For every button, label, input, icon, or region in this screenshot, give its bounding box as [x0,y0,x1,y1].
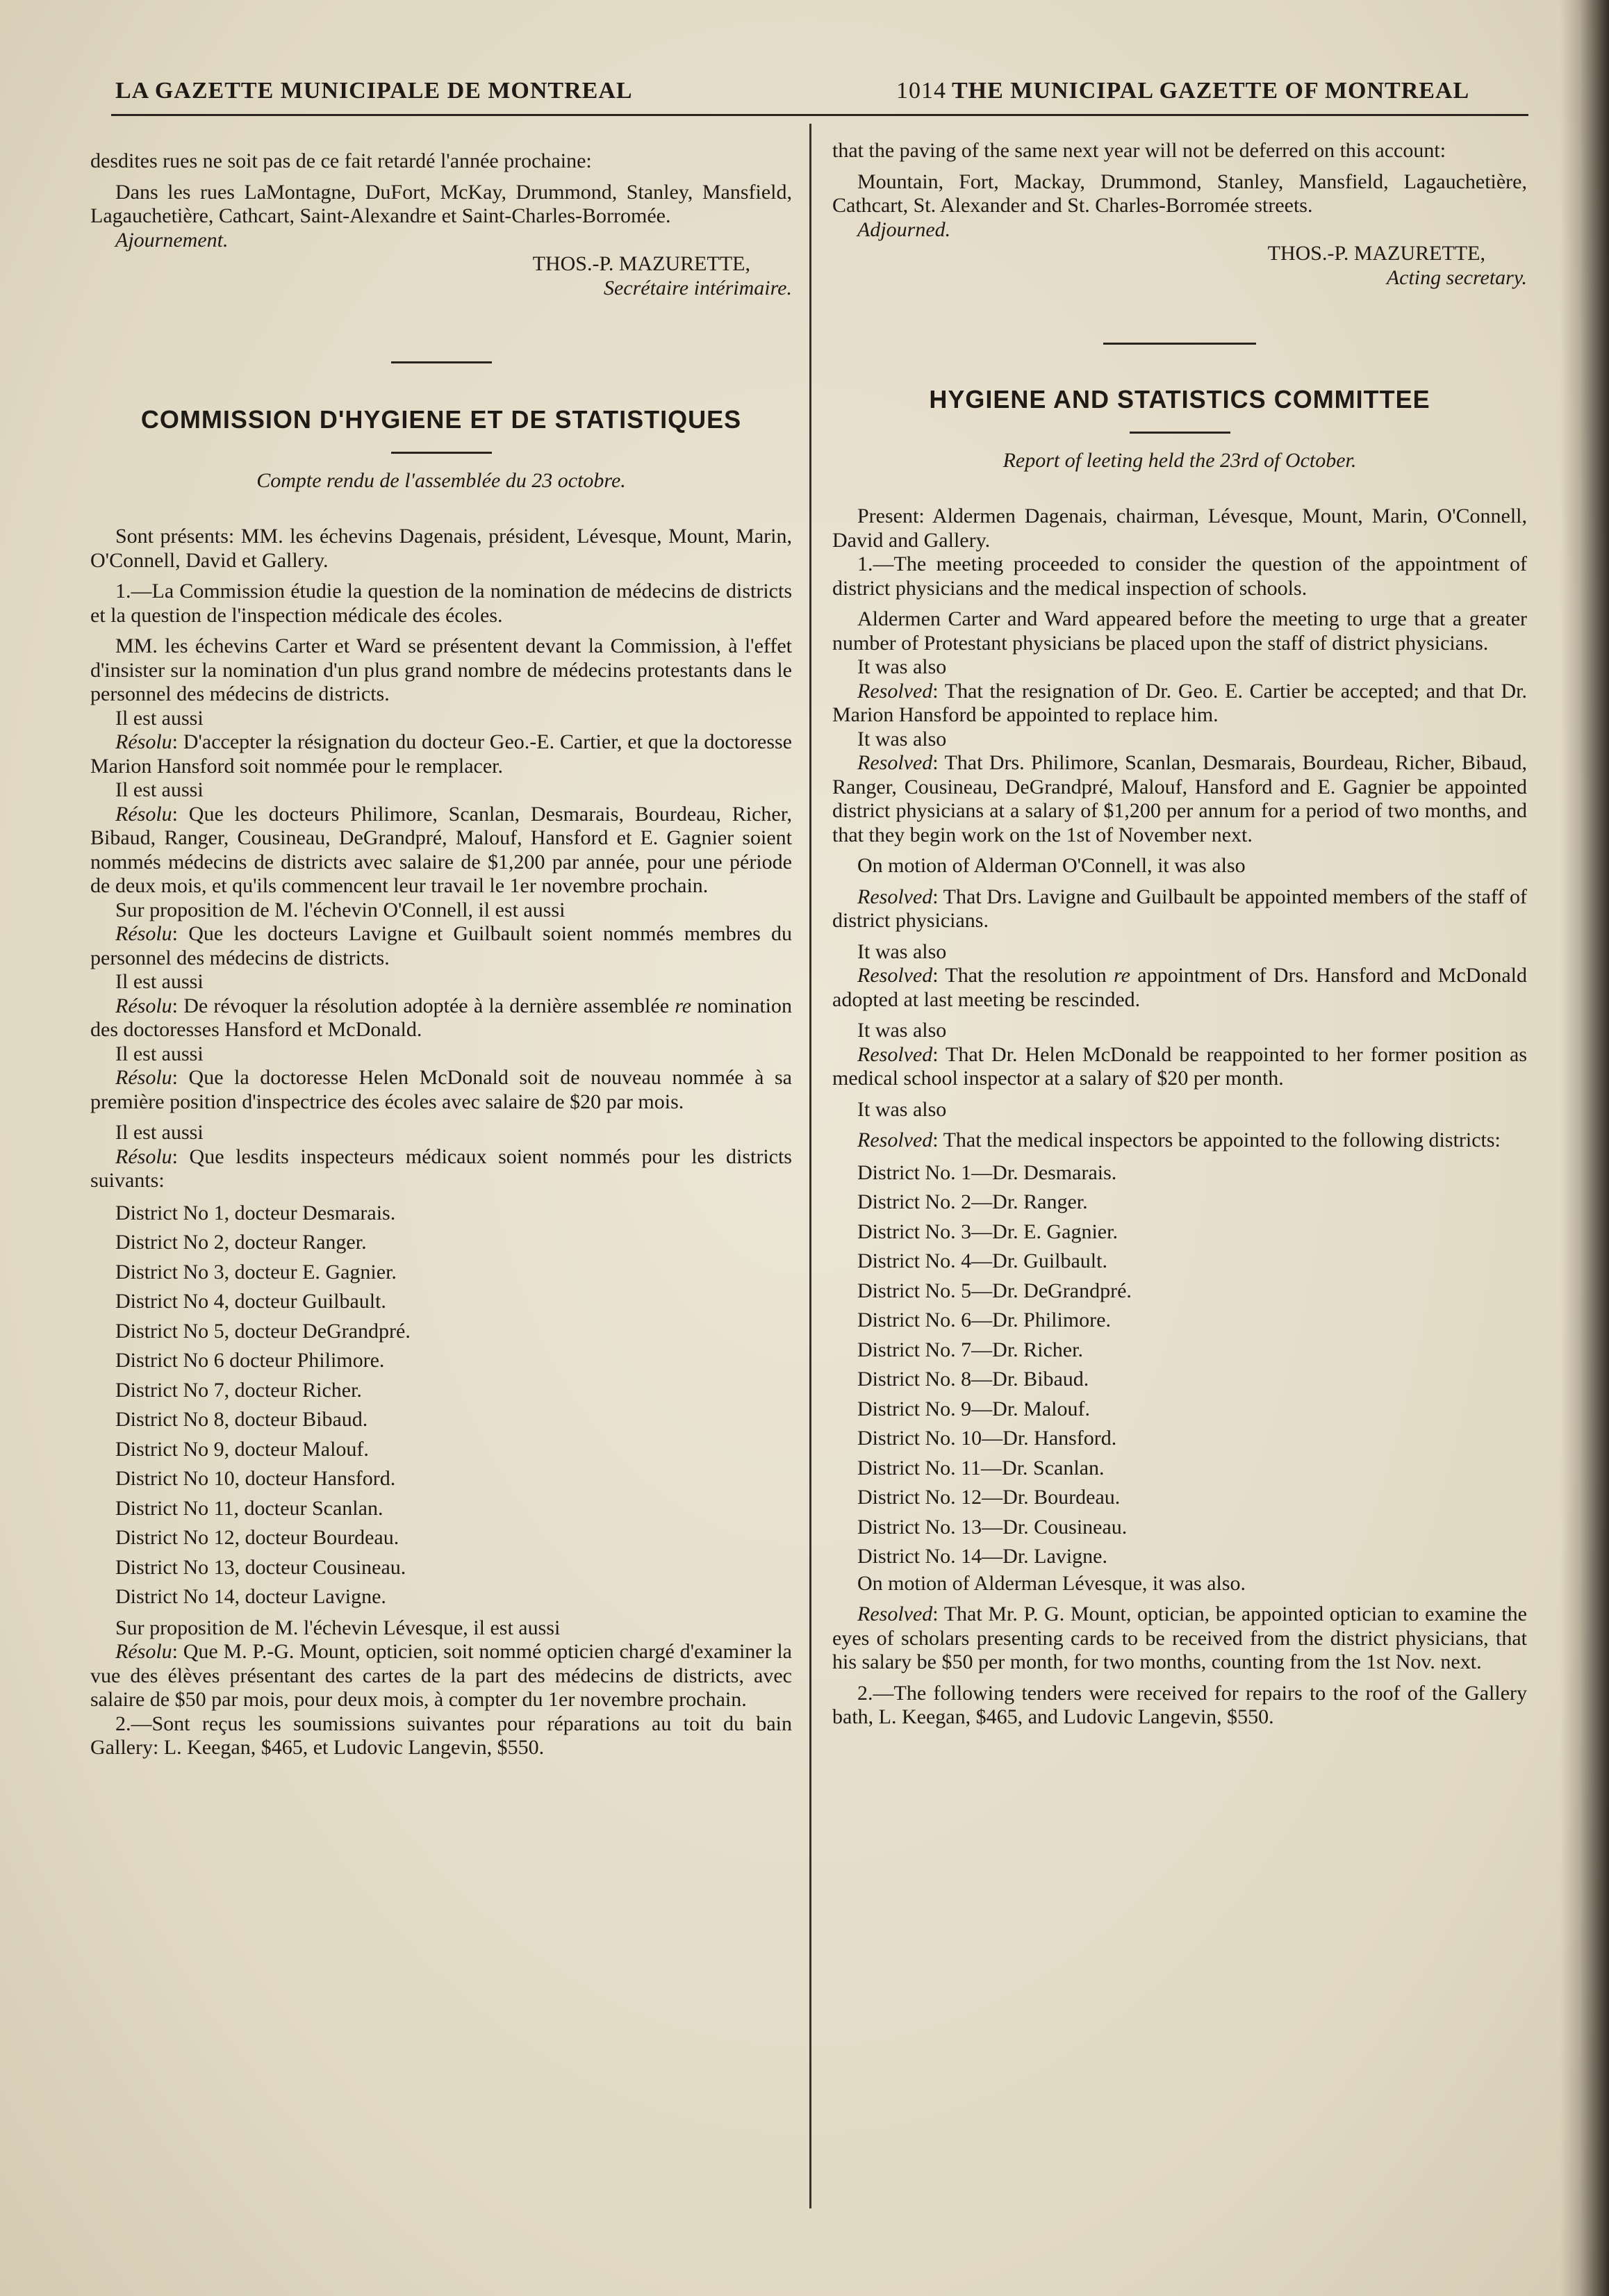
english-section-heading: HYGIENE AND STATISTICS COMMITTEE [929,385,1430,413]
district-entry: District No 11, docteur Scanlan. [115,1496,383,1520]
district-entry: District No 13, docteur Cousineau. [115,1555,406,1579]
french-il-est-aussi: Il est aussi [115,1042,204,1065]
french-il-est-aussi: Il est aussi [115,1121,204,1144]
english-adjournment: Adjourned. [857,218,951,241]
french-signature-name: THOS.-P. MAZURETTE, [532,252,750,275]
english-intro-text: that the paving of the same next year will not be deferred on this account: [832,139,1446,162]
english-meeting-subtitle: Report of leeting held the 23rd of October. [1002,448,1357,472]
french-resolution-6 [90,1145,792,1193]
french-adjournment: Ajournement. [115,228,229,252]
resolved-label: Resolved [857,964,933,987]
district-entry: District No 7, docteur Richer. [115,1378,362,1402]
french-meeting-subtitle: Compte rendu de l'assemblée du 23 octobre. [256,468,626,492]
english-resolution-6 [832,1129,1527,1153]
resolution-text: appointment of Drs. Hansford and McDonald adopted at last meeting be rescinded. [832,964,1527,1011]
district-entry: District No. 6—Dr. Philimore. [857,1309,1111,1331]
district-entry: District No 5, docteur DeGrandpré. [115,1319,411,1343]
district-entry: District No. 12—Dr. Bourdeau. [857,1486,1121,1509]
resolution-text: : That Drs. Lavigne and Guilbault be appointed members of the staff of district physicians. [832,885,1527,932]
resolved-label: Resolved [857,679,933,703]
resolution-text: : Que lesdits inspecteurs médicaux soient nommés pour les districts suivants: [90,1145,792,1192]
header-english-title: THE MUNICIPAL GAZETTE OF MONTREAL [952,78,1470,104]
french-il-est-aussi: Il est aussi [115,706,204,730]
french-resolution-1 [90,730,792,778]
french-resolution-4 [90,994,792,1042]
district-entry: District No. 5—Dr. DeGrandpré. [857,1279,1132,1302]
resolved-label: Resolved [857,885,933,908]
district-entry: District No 6 docteur Philimore. [115,1349,385,1372]
english-it-was-also: It was also [857,1097,947,1121]
french-resolution-7 [90,1640,792,1712]
resolution-text: : Que les docteurs Philimore, Scanlan, Desmarais, Bourdeau, Richer, Bibaud, Ranger, Cousineau, DeGrandpré, Malouf, Hansford et E. Gagnier soient nommés médecins de districts avec salaire de $1,200 par année, pour une période de deux mois, et qu'ils commencent leur travail le 1er novembre prochain. [90,802,792,897]
district-entry: District No 12, docteur Bourdeau. [115,1526,399,1549]
resolu-label: Résolu [115,730,172,753]
district-entry: District No 9, docteur Malouf. [115,1437,369,1461]
resolution-text: : That Dr. Helen McDonald be reappointed to her former position as medical school inspector at a salary of $20 per month. [832,1042,1527,1090]
english-it-was-also: It was also [857,940,947,963]
district-entry: District No. 13—Dr. Cousineau. [857,1515,1128,1539]
district-entry: District No. 1—Dr. Desmarais. [857,1161,1117,1184]
resolution-text: : De révoquer la résolution adoptée à la dernière assemblée [172,994,675,1017]
header-rule [111,114,1528,116]
english-attendance: Present: Aldermen Dagenais, chairman, Lévesque, Mount, Marin, O'Connell, David and Gallery. [832,505,1527,552]
french-oconnell-motion: Sur proposition de M. l'échevin O'Connell, il est aussi [115,898,566,921]
district-entry: District No. 7—Dr. Richer. [857,1338,1083,1361]
english-resolution-3 [832,885,1527,933]
french-levesque-motion: Sur proposition de M. l'échevin Lévesque, il est aussi [115,1616,561,1639]
english-resolution-5 [832,1043,1527,1091]
district-entry: District No. 14—Dr. Lavigne. [857,1545,1107,1568]
english-resolution-1 [832,680,1527,728]
english-it-was-also: It was also [857,655,947,678]
district-entry: District No 10, docteur Hansford. [115,1467,396,1490]
resolution-text: : That the resignation of Dr. Geo. E. Cartier be accepted; and that Dr. Marion Hansford be appointed to replace him. [832,679,1527,726]
district-entry: District No. 11—Dr. Scanlan. [857,1456,1105,1479]
district-entry: District No. 8—Dr. Bibaud. [857,1368,1089,1391]
french-carter-ward: MM. les échevins Carter et Ward se présentent devant la Commission, à l'effet d'insister sur la nomination d'un plus grand nombre de médecins protestants dans le personnel des médecins de districts. [90,634,792,705]
district-entry: District No 1, docteur Desmarais. [115,1201,396,1224]
district-entry: District No 8, docteur Bibaud. [115,1408,368,1431]
resolu-label: Résolu [115,994,172,1017]
resolution-text: : That Mr. P. G. Mount, optician, be appointed optician to examine the eyes of scholars presenting cards to be received from the district physicians, that his salary be $50 per month, for two months, counting from the 1st Nov. next. [832,1602,1527,1673]
english-streets-list: Mountain, Fort, Mackay, Drummond, Stanley, Mansfield, Lagauchetière, Cathcart, St. Alexander and St. Charles-Borromée streets. [832,170,1527,217]
resolution-text: nomination des doctoresses Hansford et McDonald. [90,994,793,1041]
resolution-text: : That the resolution [932,964,1114,987]
resolved-label: Resolved [857,751,933,774]
english-column [832,139,1527,1730]
district-entry: District No 3, docteur E. Gagnier. [115,1260,397,1284]
english-carter-ward: Aldermen Carter and Ward appeared before the meeting to urge that a greater number of Protestant physicians be placed upon the staff of district physicians. [832,607,1527,655]
district-entry: District No 2, docteur Ranger. [115,1231,367,1254]
book-spine-shadow [1560,0,1609,2296]
english-signature-role: Acting secretary. [1386,265,1527,289]
french-attendance: Sont présents: MM. les échevins Dagenais, président, Lévesque, Mount, Marin, O'Connell, David et Gallery. [90,525,792,572]
resolu-label: Résolu [115,802,172,826]
french-il-est-aussi: Il est aussi [115,778,204,801]
resolu-label: Résolu [115,1145,172,1168]
english-resolution-4 [832,964,1527,1012]
french-signature-role: Secrétaire intérimaire. [603,276,792,300]
french-item-2: 2.—Sont reçus les soumissions suivantes pour réparations au toit du bain Gallery: L. Keegan, $465, et Ludovic Langevin, $550. [90,1712,792,1759]
district-entry: District No. 4—Dr. Guilbault. [857,1249,1107,1272]
french-intro-text: desdites rues ne soit pas de ce fait retardé l'année prochaine: [90,149,592,172]
french-resolution-3 [90,922,792,970]
french-item-1: 1.—La Commission étudie la question de la nomination de médecins de districts et la question de l'inspection médicale des écoles. [90,580,792,627]
district-entry: District No 14, docteur Lavigne. [115,1585,386,1608]
district-entry: District No. 2—Dr. Ranger. [857,1190,1088,1213]
english-item-2: 2.—The following tenders were received for repairs to the roof of the Gallery bath, L. Keegan, $465, and Ludovic Langevin, $550. [832,1681,1527,1728]
district-entry: District No. 3—Dr. E. Gagnier. [857,1220,1118,1243]
page-number: 1014 [896,78,946,104]
resolu-label: Résolu [115,1066,172,1089]
english-signature-name: THOS.-P. MAZURETTE, [1267,242,1485,265]
resolu-label: Résolu [115,1640,172,1663]
resolution-text: : Que la doctoresse Helen McDonald soit de nouveau nommée à sa première position d'inspectrice des écoles avec salaire de $20 par mois. [90,1066,792,1113]
resolved-label: Resolved [857,1129,933,1151]
french-streets-list: Dans les rues LaMontagne, DuFort, McKay, Drummond, Stanley, Mansfield, Lagauchetière, Cathcart, Saint-Alexandre et Saint-Charles-Borromée. [90,180,792,227]
french-resolution-2 [90,803,792,899]
resolution-text: : That Drs. Philimore, Scanlan, Desmarais, Bourdeau, Richer, Bibaud, Ranger, Cousineau, DeGrandpré, Malouf, Hansford and E. Gagnier be appointed district physicians at a salary of $1,200 per annum for a period of two months, and that they begin work on the 1st of November next. [832,751,1527,846]
english-levesque-motion: On motion of Alderman Lévesque, it was also. [857,1571,1246,1595]
english-resolution-7 [832,1602,1527,1675]
re-italic: re [675,994,692,1017]
english-resolution-2 [832,751,1527,847]
english-it-was-also: It was also [857,1019,947,1042]
district-entry: District No 4, docteur Guilbault. [115,1290,386,1313]
resolution-text: : Que M. P.-G. Mount, opticien, soit nommé opticien chargé d'examiner la vue des élèves présentant des cartes de la part des médecins de districts, avec salaire de $50 par mois, pour deux mois, à compter du 1er novembre prochain. [90,1640,792,1711]
resolu-label: Résolu [115,922,172,945]
resolution-text: : D'accepter la résignation du docteur Geo.-E. Cartier, et que la doctoresse Marion Hansford soit nommée pour le remplacer. [90,730,792,778]
english-item-1: 1.—The meeting proceeded to consider the question of the appointment of district physicians and the medical inspection of schools. [832,552,1527,600]
english-it-was-also: It was also [857,727,947,751]
district-entry: District No. 9—Dr. Malouf. [857,1397,1090,1420]
french-column [90,149,792,1760]
district-entry: District No. 10—Dr. Hansford. [857,1427,1117,1450]
english-oconnell-motion: On motion of Alderman O'Connell, it was also [857,854,1246,877]
resolved-label: Resolved [857,1602,933,1625]
page-header [111,78,1508,120]
resolution-text: : Que les docteurs Lavigne et Guilbault soient nommés membres du personnel des médecins de districts. [90,922,792,969]
resolved-label: Resolved [857,1042,933,1066]
column-divider [809,124,811,2208]
re-italic: re [1114,964,1130,987]
french-resolution-5 [90,1066,792,1114]
french-section-heading: COMMISSION D'HYGIENE ET DE STATISTIQUES [140,405,742,434]
resolution-text: : That the medical inspectors be appointed to the following districts: [932,1129,1501,1151]
header-french-title: LA GAZETTE MUNICIPALE DE MONTREAL [115,78,633,104]
french-il-est-aussi: Il est aussi [115,970,204,993]
